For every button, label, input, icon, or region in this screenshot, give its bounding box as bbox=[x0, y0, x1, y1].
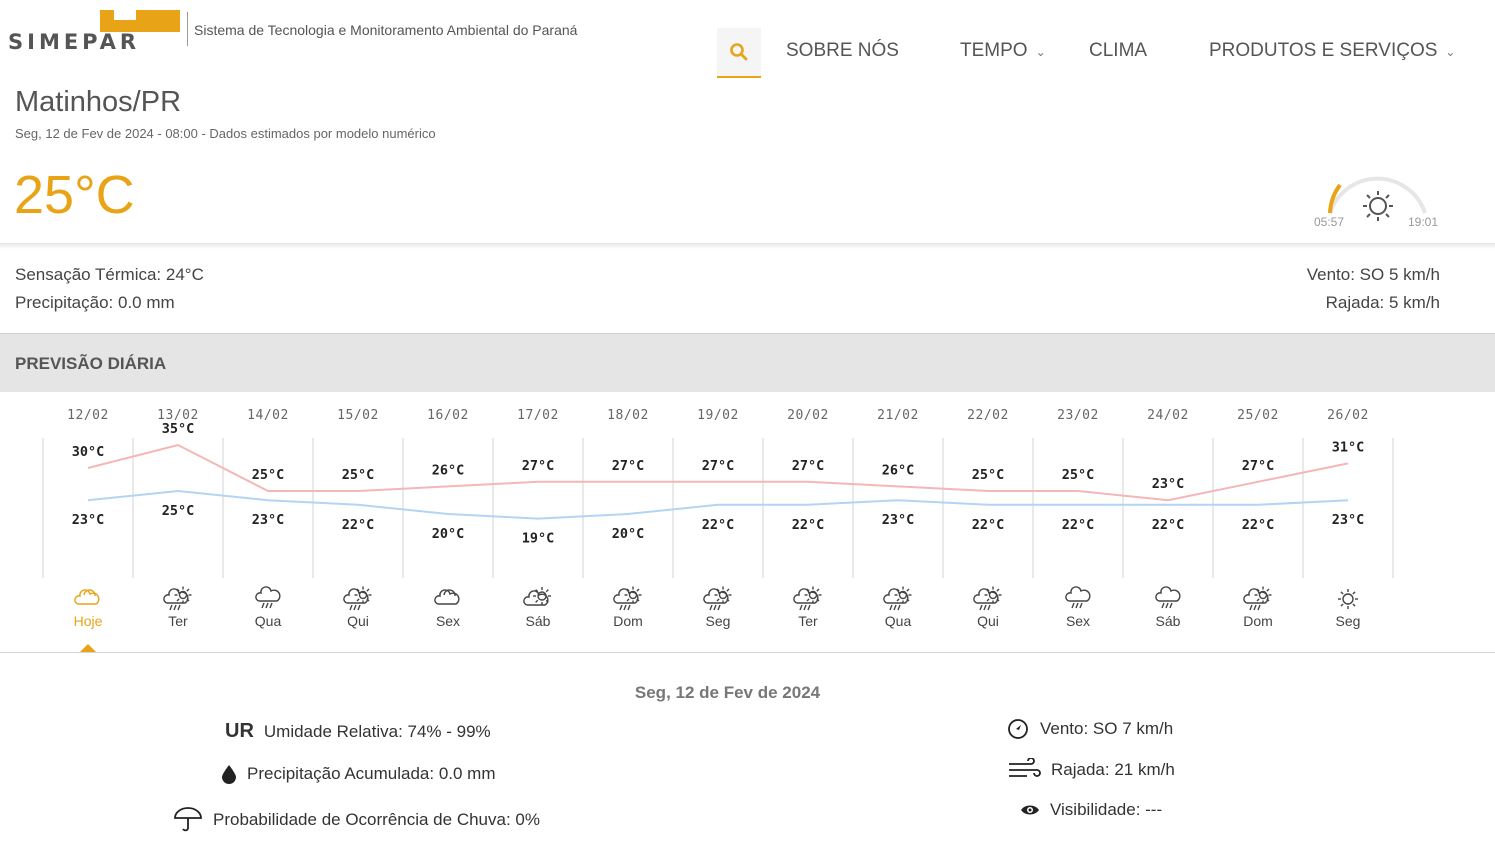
max-temp-label: 26°C bbox=[431, 462, 465, 479]
feels-like: Sensação Térmica: 24°C bbox=[15, 265, 204, 284]
date-label: 19/02 bbox=[697, 408, 739, 423]
nav-label: CLIMA bbox=[1089, 40, 1148, 61]
max-temp-label: 27°C bbox=[701, 457, 735, 474]
min-temp-label: 22°C bbox=[701, 516, 735, 533]
rain-icon bbox=[1066, 587, 1090, 608]
day-tab-13[interactable]: Dom bbox=[1243, 613, 1273, 629]
wind-value: Vento: SO 7 km/h bbox=[1040, 719, 1174, 738]
min-temp-label: 22°C bbox=[971, 516, 1005, 533]
min-temp-label: 25°C bbox=[161, 503, 195, 519]
gust-row bbox=[1007, 758, 1175, 782]
divider bbox=[0, 652, 1495, 653]
day-tab-1[interactable]: Ter bbox=[168, 613, 188, 629]
logo-tagline: Sistema de Tecnologia e Monitoramento Ambiental do Paraná bbox=[194, 22, 578, 38]
sun-rain-icon bbox=[164, 587, 192, 611]
sun-rain-icon bbox=[704, 587, 732, 611]
eye-icon bbox=[1020, 803, 1040, 817]
sunset-time: 19:01 bbox=[1408, 215, 1439, 229]
max-temp-label: 30°C bbox=[71, 444, 105, 460]
selected-day-indicator bbox=[80, 644, 96, 652]
search-button[interactable] bbox=[717, 28, 761, 78]
day-tab-8[interactable]: Ter bbox=[798, 613, 818, 629]
nav-label: PRODUTOS E SERVIÇOS bbox=[1209, 40, 1438, 61]
gust: Rajada: 5 km/h bbox=[1325, 293, 1440, 312]
precip-acc-row bbox=[220, 764, 496, 784]
logo-mark-icon bbox=[100, 10, 180, 32]
min-temp-label: 22°C bbox=[791, 516, 825, 533]
humidity-icon: UR bbox=[225, 720, 254, 742]
date-label: 25/02 bbox=[1237, 408, 1279, 423]
sun-icon bbox=[1338, 589, 1358, 609]
humidity-row bbox=[225, 720, 491, 743]
chevron-down-icon: ⌄ bbox=[1445, 45, 1456, 59]
max-temp-label: 25°C bbox=[1061, 467, 1095, 483]
wind-gust-icon bbox=[1007, 758, 1041, 782]
max-temp-label: 26°C bbox=[881, 462, 915, 479]
nav-label: TEMPO bbox=[960, 40, 1028, 61]
date-label: 13/02 bbox=[157, 408, 199, 423]
sun-rain-icon bbox=[614, 587, 642, 611]
daily-forecast-chart bbox=[0, 395, 1495, 655]
date-label: 16/02 bbox=[427, 408, 469, 423]
date-label: 22/02 bbox=[967, 408, 1009, 423]
day-tab-12[interactable]: Sáb bbox=[1155, 613, 1181, 629]
umbrella-icon bbox=[173, 806, 203, 834]
day-tab-14[interactable]: Seg bbox=[1335, 613, 1361, 629]
rain-icon bbox=[1156, 587, 1180, 608]
day-tab-0[interactable]: Hoje bbox=[73, 613, 103, 629]
day-tab-11[interactable]: Sex bbox=[1065, 613, 1091, 629]
simepar-logo[interactable] bbox=[8, 10, 188, 54]
date-label: 12/02 bbox=[67, 408, 109, 423]
wind: Vento: SO 5 km/h bbox=[1306, 265, 1440, 284]
precip-acc-value: Precipitação Acumulada: 0.0 mm bbox=[247, 764, 496, 783]
details-date: Seg, 12 de Fev de 2024 bbox=[634, 683, 821, 702]
divider bbox=[0, 243, 1495, 249]
max-temp-label: 27°C bbox=[611, 457, 645, 474]
date-label: 14/02 bbox=[247, 408, 289, 423]
sun-rain-icon bbox=[884, 587, 912, 611]
max-temp-label: 27°C bbox=[521, 457, 555, 474]
sunrise-time: 05:57 bbox=[1314, 215, 1345, 229]
sun-rain-icon bbox=[344, 587, 372, 611]
sun-rain-icon bbox=[1244, 587, 1272, 611]
rain-prob-value: Probabilidade de Ocorrência de Chuva: 0% bbox=[213, 810, 540, 829]
max-temp-label: 25°C bbox=[341, 467, 375, 483]
date-label: 21/02 bbox=[877, 408, 919, 423]
min-temp-label: 22°C bbox=[341, 516, 375, 533]
sun-cloud-icon bbox=[524, 587, 551, 605]
date-label: 20/02 bbox=[787, 408, 829, 423]
max-temp-label: 31°C bbox=[1331, 439, 1365, 456]
current-temperature: 25°C bbox=[14, 165, 135, 225]
nav-clima[interactable] bbox=[1089, 40, 1147, 62]
humidity-value: Umidade Relativa: 74% - 99% bbox=[263, 721, 491, 741]
day-tab-10[interactable]: Qui bbox=[977, 613, 999, 629]
precipitation: Precipitação: 0.0 mm bbox=[15, 293, 175, 312]
daily-forecast-header bbox=[0, 333, 1495, 392]
logo-wordmark: SIMEPAR bbox=[8, 30, 141, 54]
date-label: 24/02 bbox=[1147, 408, 1189, 423]
wind-row bbox=[1007, 718, 1173, 740]
nav-produtos-servicos[interactable] bbox=[1209, 40, 1455, 62]
rain-prob-row bbox=[173, 806, 540, 834]
day-tab-5[interactable]: Sáb bbox=[525, 613, 551, 629]
date-label: 17/02 bbox=[517, 408, 559, 423]
sun-rain-icon bbox=[794, 587, 822, 611]
gust-value: Rajada: 21 km/h bbox=[1051, 760, 1175, 779]
min-temp-label: 22°C bbox=[1241, 516, 1275, 533]
max-temp-label: 27°C bbox=[791, 457, 825, 474]
min-temp-label: 20°C bbox=[431, 526, 465, 542]
min-temp-label: 19°C bbox=[521, 530, 555, 547]
max-temp-label: 27°C bbox=[1241, 457, 1275, 474]
min-temp-label: 23°C bbox=[881, 512, 915, 529]
day-tab-4[interactable]: Sex bbox=[435, 613, 461, 629]
search-icon bbox=[729, 42, 749, 62]
max-temp-label: 25°C bbox=[971, 467, 1005, 483]
date-label: 15/02 bbox=[337, 408, 379, 423]
max-temp-label: 35°C bbox=[161, 421, 195, 437]
section-title: PREVISÃO DIÁRIA bbox=[15, 354, 167, 373]
max-temp-label: 25°C bbox=[251, 467, 285, 483]
min-temp-label: 22°C bbox=[1151, 516, 1185, 533]
min-temp-label: 23°C bbox=[1331, 512, 1365, 529]
min-temp-label: 23°C bbox=[251, 512, 285, 529]
rain-icon bbox=[256, 587, 280, 608]
min-temp-label: 23°C bbox=[71, 512, 105, 529]
day-tab-3[interactable]: Qui bbox=[347, 613, 369, 629]
date-subline: Seg, 12 de Fev de 2024 - 08:00 - Dados estimados por modelo numérico bbox=[15, 126, 436, 141]
page-title: Matinhos/PR bbox=[15, 86, 182, 118]
cloud-icon bbox=[435, 590, 459, 604]
site-header bbox=[0, 0, 1495, 85]
sun-rain-icon bbox=[974, 587, 1002, 611]
chevron-down-icon: ⌄ bbox=[1035, 45, 1046, 59]
logo-separator bbox=[187, 12, 188, 46]
visibility-value: Visibilidade: --- bbox=[1050, 800, 1163, 819]
nav-tempo[interactable] bbox=[960, 40, 1046, 62]
min-temp-label: 20°C bbox=[611, 526, 645, 542]
sun-icon bbox=[1363, 191, 1393, 221]
date-label: 23/02 bbox=[1057, 408, 1099, 423]
day-tab-2[interactable]: Qua bbox=[254, 613, 282, 629]
max-temp-label: 23°C bbox=[1151, 476, 1185, 493]
day-tab-7[interactable]: Seg bbox=[705, 613, 731, 629]
visibility-row bbox=[1020, 800, 1162, 820]
drop-icon bbox=[220, 764, 238, 784]
date-label: 26/02 bbox=[1327, 408, 1369, 423]
day-tab-6[interactable]: Dom bbox=[613, 613, 643, 629]
nav-sobre-nos[interactable] bbox=[786, 40, 899, 62]
day-tab-9[interactable]: Qua bbox=[884, 613, 912, 629]
date-label: 18/02 bbox=[607, 408, 649, 423]
nav-label: SOBRE NÓS bbox=[786, 40, 899, 61]
min-temp-label: 22°C bbox=[1061, 516, 1095, 533]
compass-icon bbox=[1007, 718, 1029, 740]
partly-cloudy-icon bbox=[75, 590, 99, 604]
